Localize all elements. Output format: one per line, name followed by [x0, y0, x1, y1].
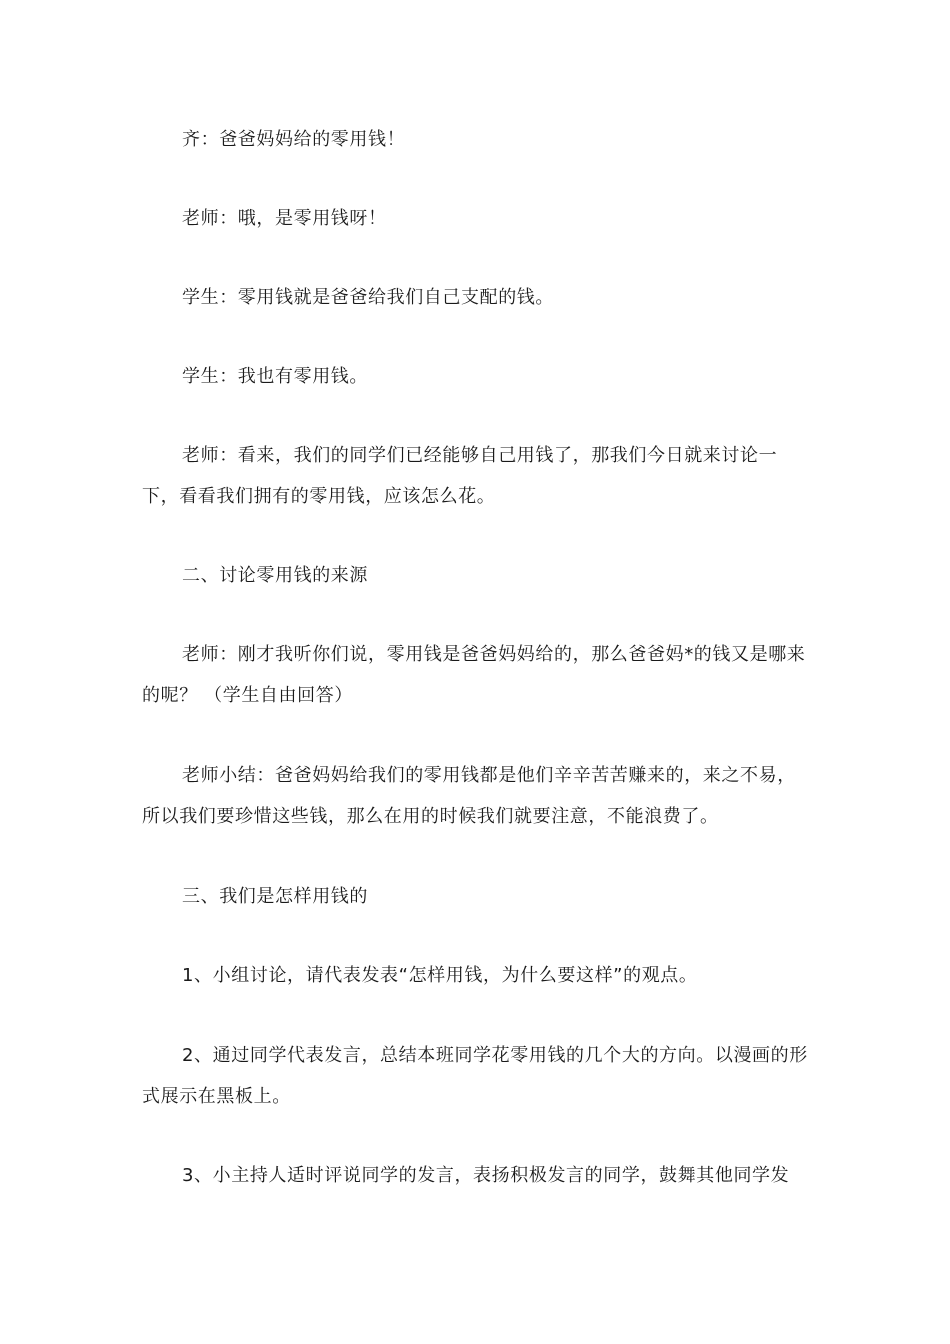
dialogue-line-teacher: 老师：刚才我听你们说，零用钱是爸爸妈妈给的，那么爸爸妈*的钱又是哪来的呢？ （学生自由回答）: [142, 644, 806, 706]
section-heading-3: 三、我们是怎样用钱的: [182, 886, 368, 907]
dialogue-line-student: 学生：我也有零用钱。: [182, 366, 368, 387]
dialogue-line-all: 齐：爸爸妈妈给的零用钱！: [182, 129, 406, 150]
dialogue-line-teacher: 老师：看来，我们的同学们已经能够自己用钱了，那我们今日就来讨论一下，看看我们拥有的零用钱，应该怎么花。: [142, 445, 778, 507]
list-item-3: 3、小主持人适时评说同学的发言，表扬积极发言的同学，鼓舞其他同学发: [182, 1165, 790, 1186]
section-heading-2: 二、讨论零用钱的来源: [182, 565, 368, 586]
list-item-1: 1、小组讨论，请代表发表“怎样用钱，为什么要这样”的观点。: [182, 965, 698, 986]
dialogue-line-teacher: 老师：哦，是零用钱呀！: [182, 208, 387, 229]
dialogue-line-student: 学生：零用钱就是爸爸给我们自己支配的钱。: [182, 287, 554, 308]
teacher-summary: 老师小结：爸爸妈妈给我们的零用钱都是他们辛辛苦苦赚来的，来之不易，所以我们要珍惜这些钱，那么在用的时候我们就要注意，不能浪费了。: [142, 765, 796, 827]
list-item-2: 2、通过同学代表发言，总结本班同学花零用钱的几个大的方向。以漫画的形式展示在黑板上。: [142, 1045, 808, 1107]
